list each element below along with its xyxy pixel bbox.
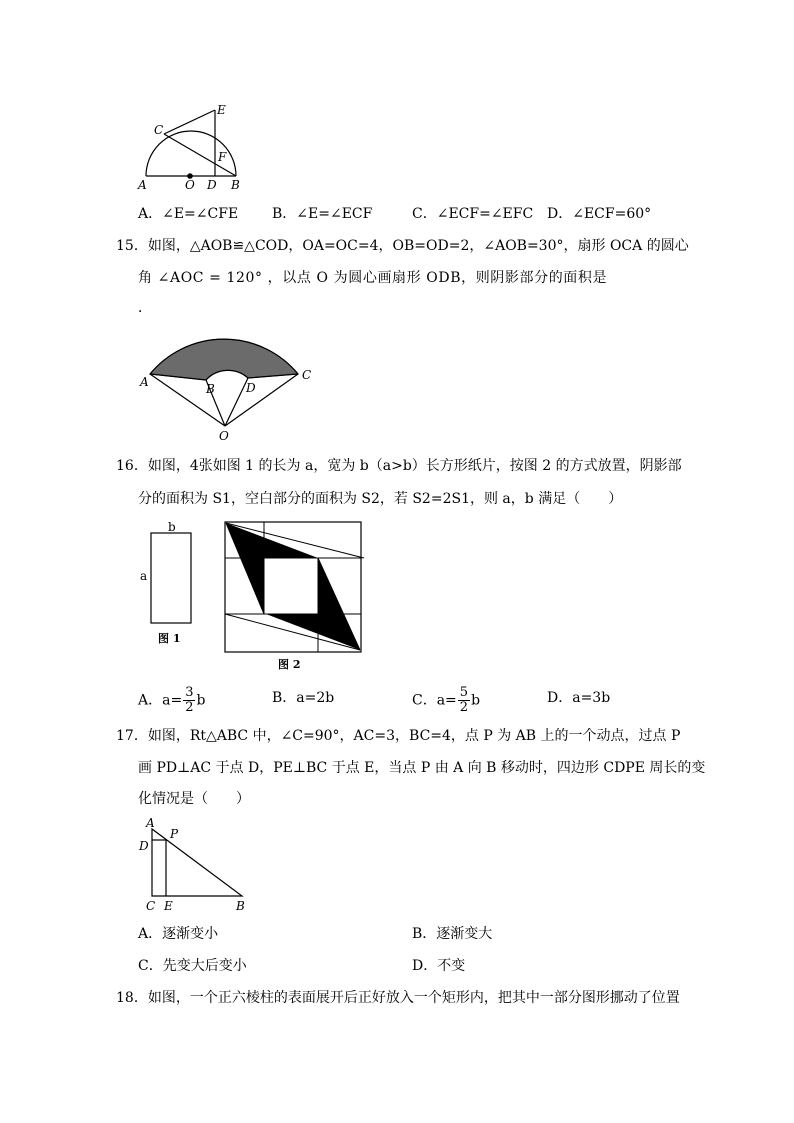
q16-text-line2: 分的面积为 S1，空白部分的面积为 S2，若 S2=2S1，则 a，b 满足（ ）	[138, 491, 623, 507]
q17-option-c[interactable]: C．先变大后变小	[138, 958, 247, 974]
q17-text-line1: 17．如图，Rt△ABC 中，∠C=90°，AC=3，BC=4，点 P 为 AB 上的一个动点，过点 P	[116, 728, 681, 744]
q16-option-c-suffix: b	[471, 692, 481, 709]
q16-text-line1: 16．如图，4张如图 1 的长为 a，宽为 b（a>b）长方形纸片，按图 2 的方式放置，阴影部	[116, 458, 682, 474]
fraction-num: 3	[185, 685, 194, 700]
label-b: B	[206, 382, 215, 396]
q17-text-line2: 画 PD⊥AC 于点 D，PE⊥BC 于点 E，当点 P 由 A 向 B 移动时，四边形 CDPE 周长的变	[138, 760, 706, 776]
label-b: B	[231, 178, 240, 192]
label-d: D	[207, 178, 217, 192]
q18-text-line1: 18．如图，一个正六棱柱的表面展开后正好放入一个矩形内，把其中一部分图形挪动了位置	[116, 990, 680, 1006]
label-e: E	[217, 103, 226, 117]
label-c: C	[302, 368, 312, 382]
q17-text-line3: 化情况是（ ）	[138, 791, 250, 807]
q15-text-line3: ．	[138, 300, 152, 316]
q17-option-b[interactable]: B．逐渐变大	[412, 926, 493, 942]
q16-option-a-suffix: b	[196, 692, 206, 709]
q14-option-a[interactable]: A．∠E=∠CFE	[138, 206, 239, 222]
q15-text-line2: 角 ∠AOC = 120° ，以点 O 为圆心画扇形 ODB，则阴影部分的面积是	[138, 270, 608, 286]
q16-option-d[interactable]: D．a=3b	[547, 690, 611, 706]
q17-option-a[interactable]: A．逐渐变小	[138, 926, 219, 942]
q16-option-c-prefix: C．a=	[412, 692, 457, 709]
label-a: A	[146, 816, 155, 830]
label-b: B	[236, 899, 245, 913]
q17-option-d[interactable]: D．不变	[412, 958, 466, 974]
q16-option-b[interactable]: B．a=2b	[272, 690, 335, 706]
q15-text-line1: 15．如图，△AOB≌△COD，OA=OC=4，OB=OD=2，∠AOB=30°，扇形 OCA 的圆心	[116, 238, 689, 254]
label-o: O	[185, 178, 195, 192]
q14-option-d[interactable]: D．∠ECF=60°	[547, 206, 652, 222]
fig2-caption: 图 2	[278, 658, 301, 671]
label-a: A	[138, 178, 147, 192]
q16-option-a-prefix: A．a=	[138, 692, 183, 709]
label-c: C	[154, 123, 164, 137]
label-f: F	[218, 150, 227, 164]
label-p: P	[170, 827, 179, 841]
fraction-den: 2	[185, 700, 194, 715]
label-o: O	[219, 429, 229, 443]
fig1-label-a: a	[140, 569, 148, 583]
fig1-label-b: b	[168, 520, 176, 534]
fraction-den: 2	[459, 700, 469, 715]
label-a: A	[140, 375, 149, 389]
label-c: C	[146, 899, 156, 913]
label-e: E	[164, 899, 173, 913]
q14-option-c[interactable]: C．∠ECF=∠EFC	[412, 206, 534, 222]
label-d: D	[246, 381, 256, 395]
fig1-caption: 图 1	[158, 632, 181, 645]
label-d: D	[139, 839, 149, 853]
fraction-num: 5	[459, 685, 469, 700]
q14-option-b[interactable]: B．∠E=∠ECF	[272, 206, 373, 222]
